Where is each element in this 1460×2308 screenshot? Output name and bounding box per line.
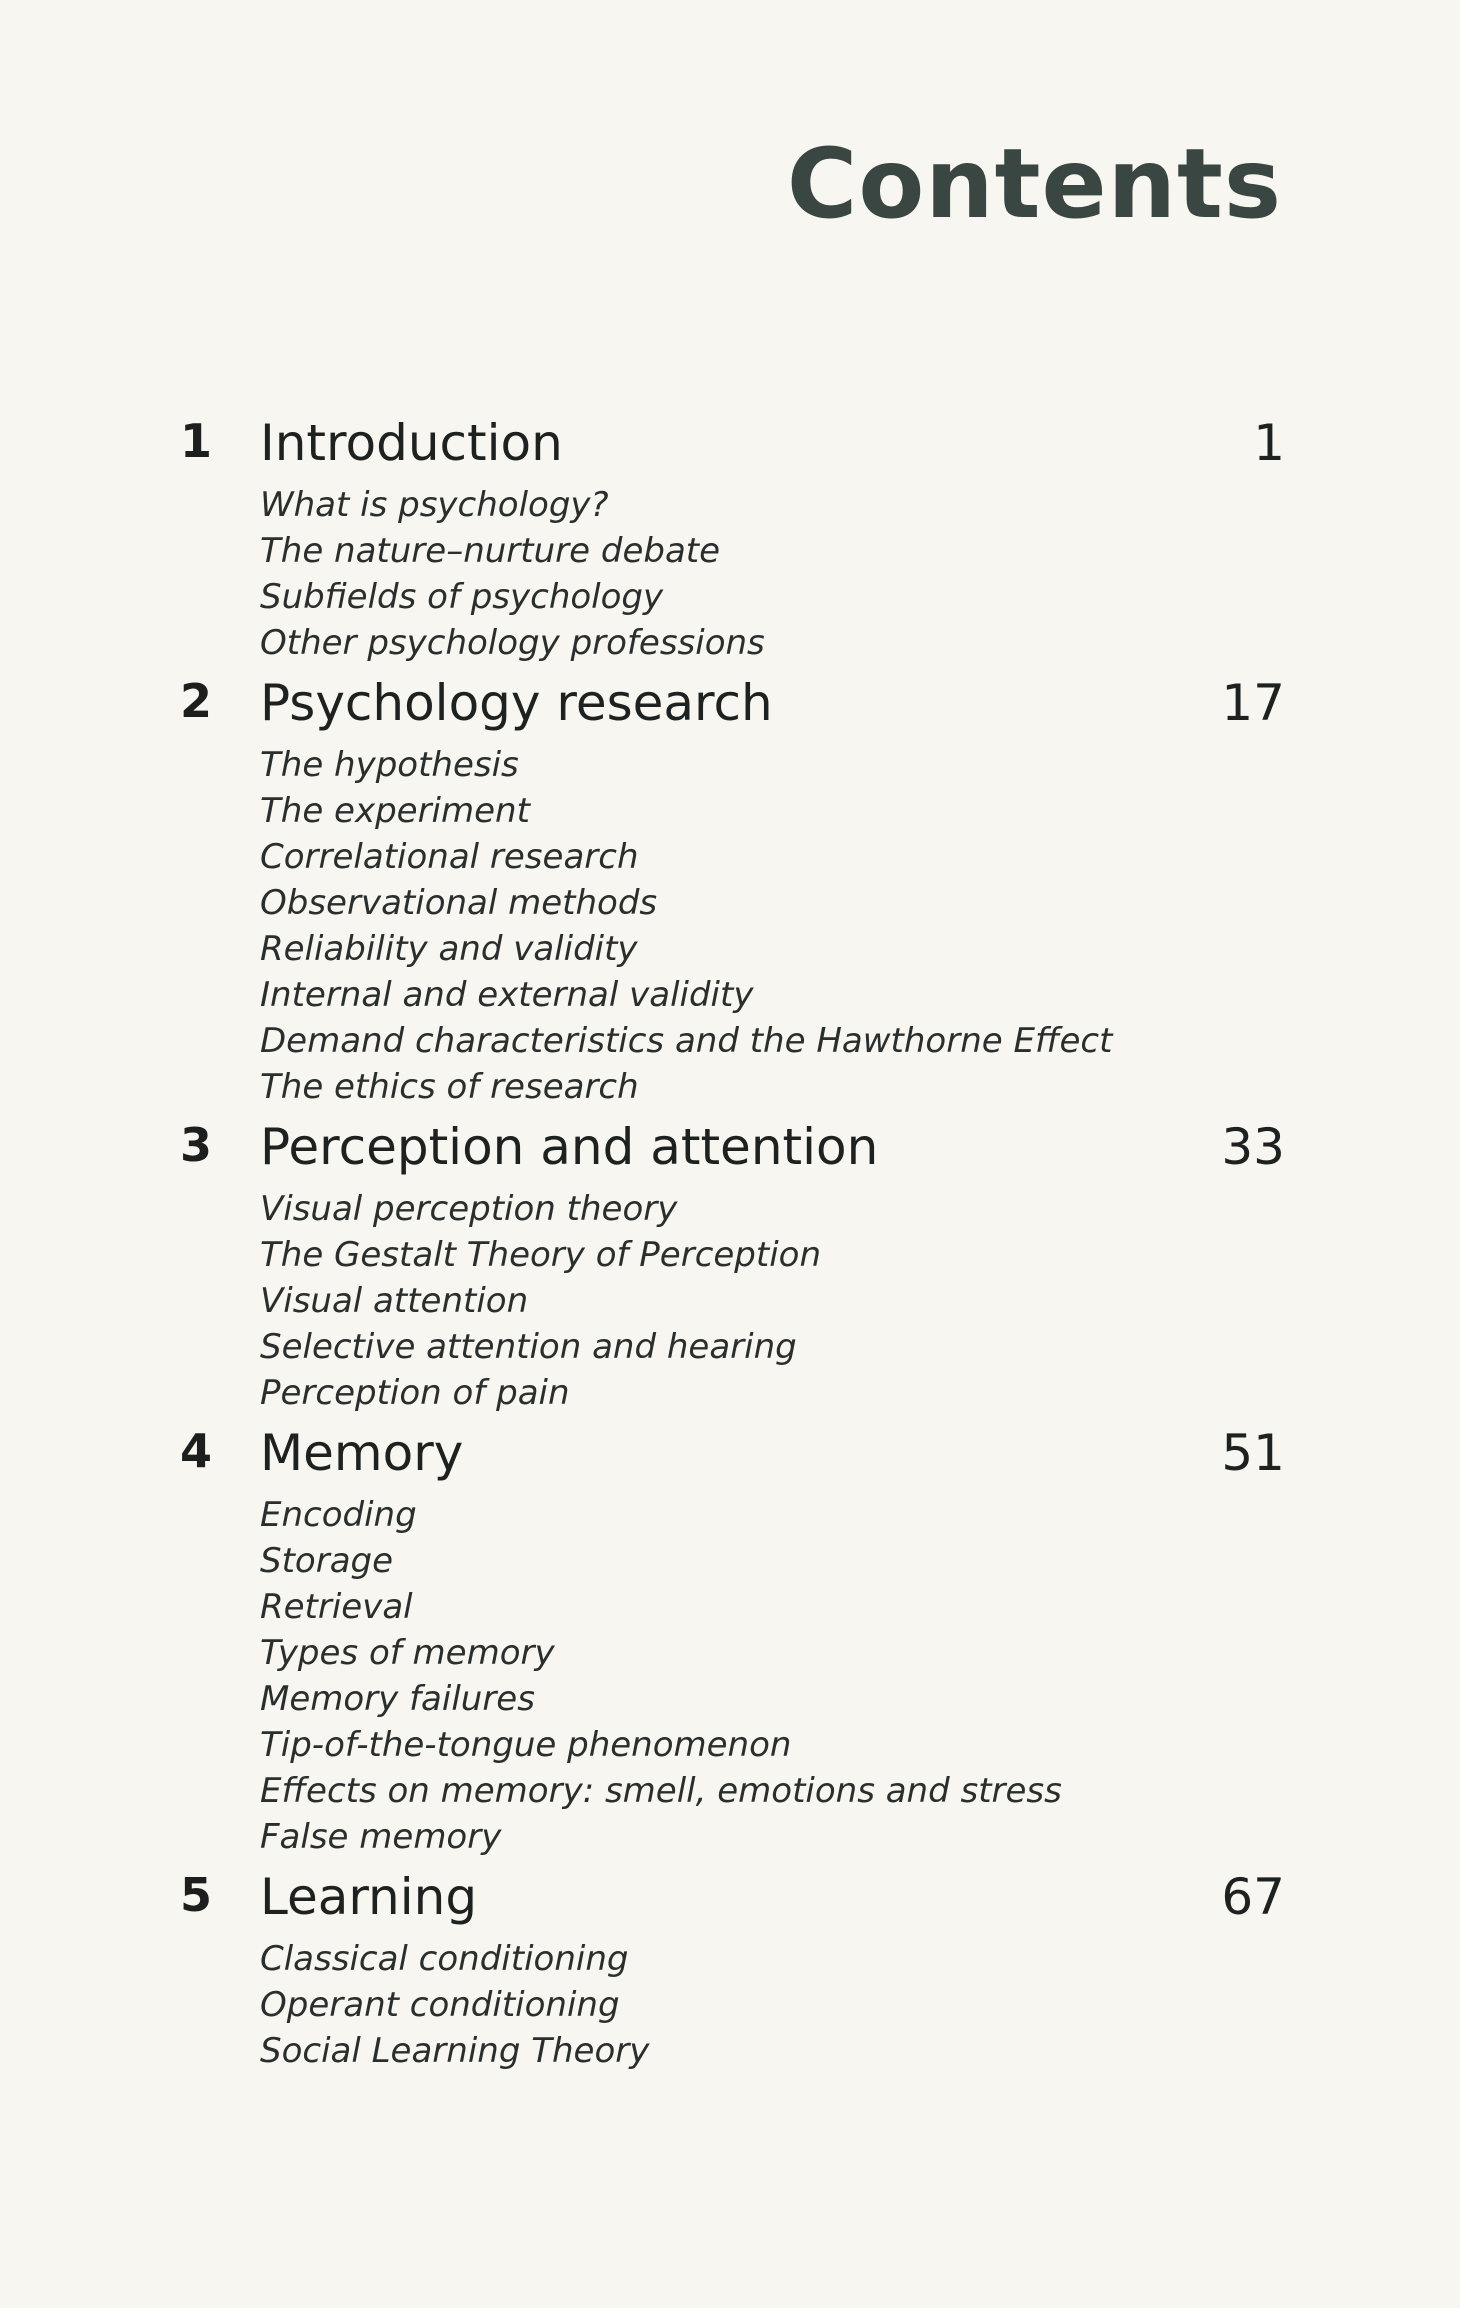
section-item[interactable]: Operant conditioning bbox=[260, 1985, 620, 2025]
chapter-title: Memory bbox=[260, 1424, 464, 1482]
section-item[interactable]: Encoding bbox=[260, 1495, 417, 1535]
chapter-number: 4 bbox=[180, 1424, 213, 1478]
chapter-number: 3 bbox=[180, 1118, 213, 1172]
section-item[interactable]: Correlational research bbox=[260, 837, 639, 877]
section-item[interactable]: Memory failures bbox=[260, 1679, 535, 1719]
section-item[interactable]: Effects on memory: smell, emotions and stress bbox=[260, 1771, 1062, 1811]
section-item[interactable]: The nature–nurture debate bbox=[260, 531, 721, 571]
chapter-page-number: 17 bbox=[1221, 674, 1285, 732]
section-item[interactable]: What is psychology? bbox=[260, 485, 609, 525]
chapter-number: 1 bbox=[180, 414, 213, 468]
chapter-page-number: 51 bbox=[1221, 1424, 1285, 1482]
chapter-heading[interactable] bbox=[180, 672, 1285, 742]
section-item[interactable]: The ethics of research bbox=[260, 1067, 639, 1107]
section-item[interactable]: Storage bbox=[260, 1541, 394, 1581]
section-item[interactable]: Demand characteristics and the Hawthorne Effect bbox=[260, 1021, 1113, 1061]
chapter-title: Perception and attention bbox=[260, 1118, 879, 1176]
chapter-heading[interactable] bbox=[180, 1422, 1285, 1492]
section-list bbox=[180, 482, 1285, 666]
chapter-title: Introduction bbox=[260, 414, 563, 472]
section-item[interactable]: Internal and external validity bbox=[260, 975, 754, 1015]
chapter-page-number: 1 bbox=[1253, 414, 1285, 472]
section-item[interactable]: The hypothesis bbox=[260, 745, 519, 785]
section-item[interactable]: The Gestalt Theory of Perception bbox=[260, 1235, 822, 1275]
section-list bbox=[180, 1186, 1285, 1416]
section-list bbox=[180, 1936, 1285, 2074]
section-item[interactable]: Classical conditioning bbox=[260, 1939, 629, 1979]
chapter-heading[interactable] bbox=[180, 1116, 1285, 1186]
section-item[interactable]: Subfields of psychology bbox=[260, 577, 664, 617]
section-item[interactable]: Social Learning Theory bbox=[260, 2031, 650, 2071]
section-item[interactable]: Visual perception theory bbox=[260, 1189, 678, 1229]
chapter-title: Psychology research bbox=[260, 674, 773, 732]
chapter-heading[interactable] bbox=[180, 1866, 1285, 1936]
chapter-heading[interactable] bbox=[180, 412, 1285, 482]
chapter-number: 2 bbox=[180, 674, 213, 728]
section-item[interactable]: Observational methods bbox=[260, 883, 658, 923]
section-item[interactable]: Selective attention and hearing bbox=[260, 1327, 797, 1367]
section-item[interactable]: The experiment bbox=[260, 791, 530, 831]
section-item[interactable]: Perception of pain bbox=[260, 1373, 570, 1413]
section-item[interactable]: False memory bbox=[260, 1817, 502, 1857]
section-item[interactable]: Tip-of-the-tongue phenomenon bbox=[260, 1725, 792, 1765]
section-item[interactable]: Retrieval bbox=[260, 1587, 413, 1627]
page-title: Contents bbox=[786, 128, 1282, 240]
table-of-contents bbox=[180, 412, 1285, 2080]
section-item[interactable]: Types of memory bbox=[260, 1633, 555, 1673]
section-list bbox=[180, 742, 1285, 1110]
section-item[interactable]: Other psychology professions bbox=[260, 623, 765, 663]
chapter-page-number: 67 bbox=[1221, 1868, 1285, 1926]
chapter-3 bbox=[180, 1116, 1285, 1416]
chapter-page-number: 33 bbox=[1221, 1118, 1285, 1176]
section-list bbox=[180, 1492, 1285, 1860]
chapter-5 bbox=[180, 1866, 1285, 2074]
section-item[interactable]: Reliability and validity bbox=[260, 929, 638, 969]
chapter-1 bbox=[180, 412, 1285, 666]
section-item[interactable]: Visual attention bbox=[260, 1281, 529, 1321]
chapter-4 bbox=[180, 1422, 1285, 1860]
chapter-title: Learning bbox=[260, 1868, 478, 1926]
chapter-2 bbox=[180, 672, 1285, 1110]
chapter-number: 5 bbox=[180, 1868, 213, 1922]
